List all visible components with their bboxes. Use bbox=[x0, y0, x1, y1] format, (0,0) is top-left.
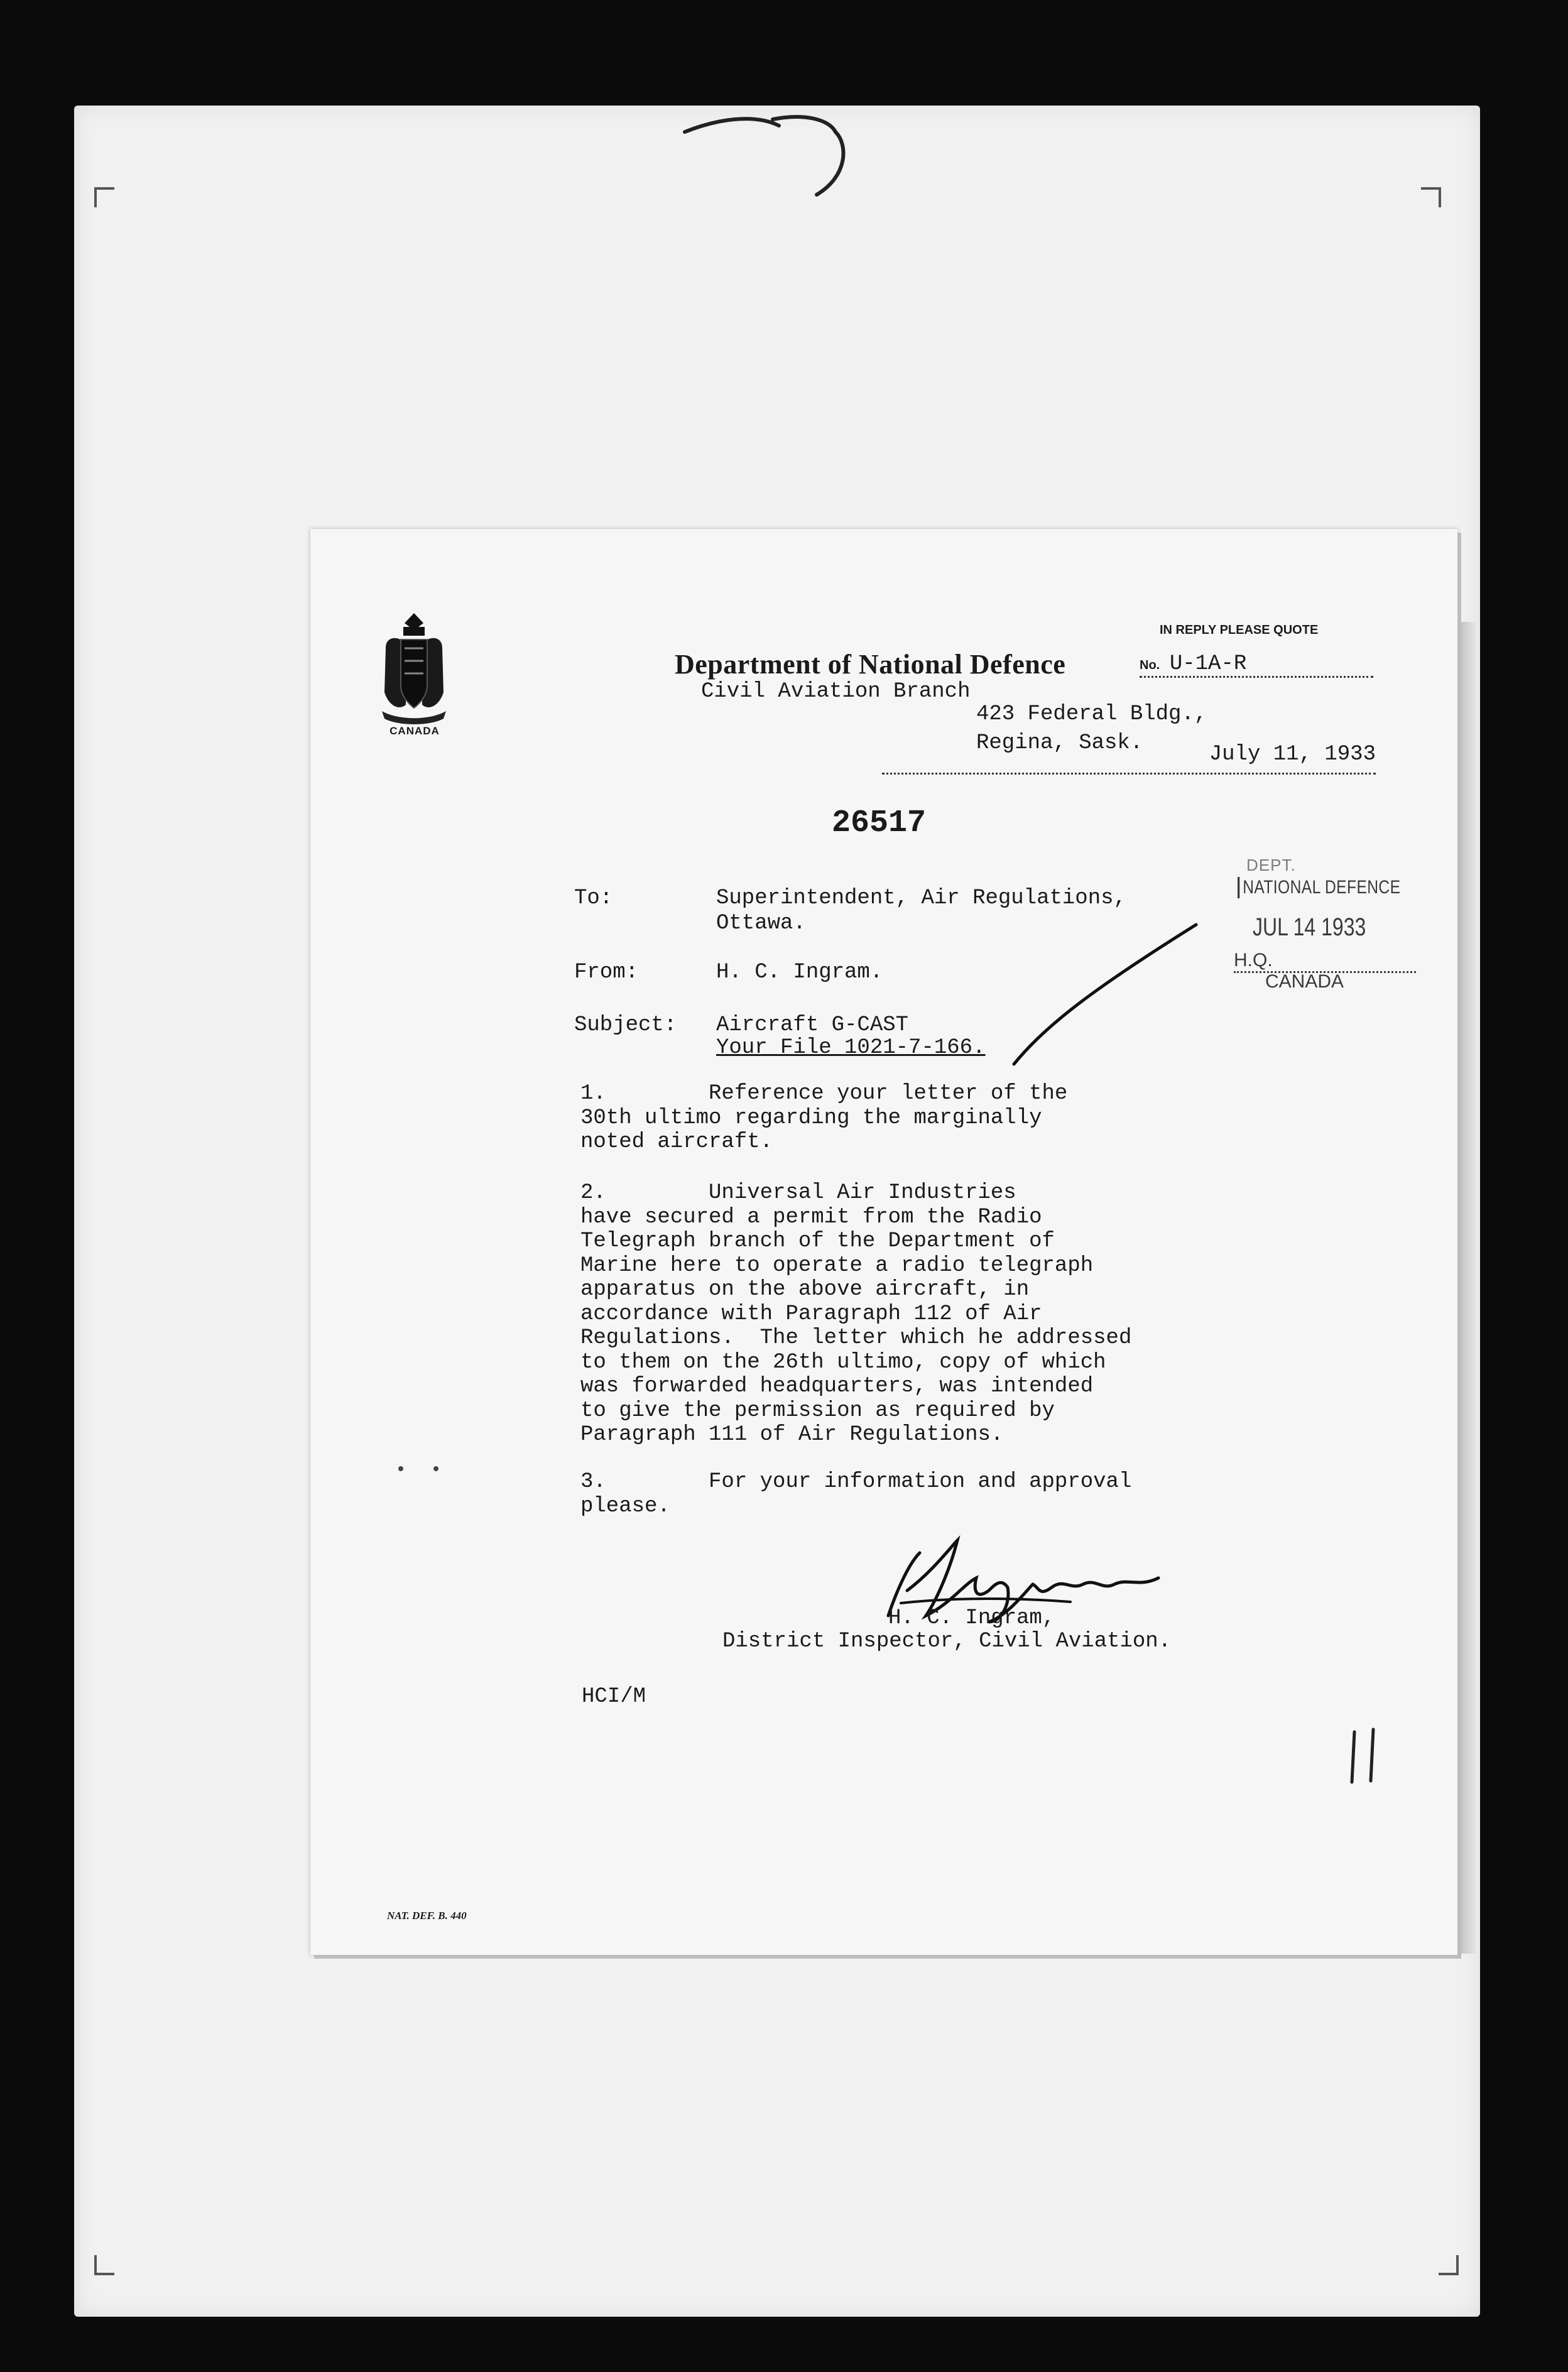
canada-coat-of-arms-icon bbox=[373, 611, 455, 730]
reply-number-value: U-1A-R bbox=[1169, 652, 1247, 676]
corner-mark-top-right bbox=[1421, 187, 1441, 207]
stamp-dept-text: DEPT. bbox=[1246, 856, 1296, 874]
signatory-name: H. C. Ingram, bbox=[888, 1606, 1055, 1630]
stamp-date: JUL 14 1933 bbox=[1253, 913, 1366, 941]
signatory-title: District Inspector, Civil Aviation. bbox=[722, 1629, 1172, 1653]
typist-initials: HCI/M bbox=[582, 1685, 646, 1709]
stamp-department-text: NATIONAL DEFENCE bbox=[1238, 877, 1400, 898]
paragraph-3: 3. For your information and approval please. bbox=[580, 1470, 1132, 1518]
speck bbox=[398, 1466, 403, 1471]
paragraph-2: 2. Universal Air Industries have secured a permit from the Radio Telegraph branch of the Department of Marine here to operate a radio telegraph apparatus on the above aircraft, in accordance with Paragraph 112 of Air Regulations. The letter which he addressed to them on the 26th ultimo, copy of which was forwarded headquarters, was intended to give the permission as required by Paragraph 111 of Air Regulations. bbox=[580, 1181, 1132, 1447]
reply-quote-label: IN REPLY PLEASE QUOTE bbox=[1160, 623, 1319, 637]
pencil-scribble-top bbox=[678, 107, 930, 207]
stamp-country-text: CANADA bbox=[1265, 971, 1344, 992]
to-line-1: Superintendent, Air Regulations, bbox=[716, 886, 1126, 910]
address-line-1: 423 Federal Bldg., bbox=[976, 702, 1207, 726]
subject-line-2: Your File 1021-7-166. bbox=[716, 1036, 986, 1060]
from-label: From: bbox=[574, 960, 639, 984]
subject-line-1: Aircraft G-CAST bbox=[716, 1013, 909, 1037]
received-stamp bbox=[1234, 856, 1422, 994]
pencil-note-icon bbox=[1341, 1726, 1391, 1788]
speck bbox=[433, 1466, 438, 1471]
address-line-2: Regina, Sask. bbox=[976, 731, 1143, 755]
to-line-2: Ottawa. bbox=[716, 911, 806, 935]
paragraph-1: 1. Reference your letter of the 30th ultimo regarding the marginally noted aircraft. bbox=[580, 1082, 1068, 1154]
form-code: NAT. DEF. B. 440 bbox=[387, 1910, 467, 1922]
date-line bbox=[882, 743, 1376, 775]
from-value: H. C. Ingram. bbox=[716, 960, 883, 984]
backing-sheet-edge bbox=[1457, 622, 1476, 1954]
letter-date: July 11, 1933 bbox=[1209, 743, 1376, 766]
crest-country-label: CANADA bbox=[389, 725, 440, 737]
department-name: Department of National Defence bbox=[675, 649, 1066, 680]
corner-mark-bottom-right bbox=[1439, 2255, 1459, 2275]
reply-number-label: No. bbox=[1140, 658, 1160, 672]
to-label: To: bbox=[574, 886, 613, 910]
branch-name: Civil Aviation Branch bbox=[701, 680, 971, 704]
check-mark-icon bbox=[1008, 918, 1209, 1069]
subject-label: Subject: bbox=[574, 1013, 677, 1037]
stamp-hq-text: H.Q. bbox=[1234, 950, 1416, 973]
corner-mark-bottom-left bbox=[94, 2255, 114, 2275]
letter-sheet bbox=[310, 529, 1457, 1955]
reply-number-field bbox=[1140, 652, 1373, 678]
corner-mark-top-left bbox=[94, 187, 114, 207]
file-number: 26517 bbox=[832, 805, 927, 841]
